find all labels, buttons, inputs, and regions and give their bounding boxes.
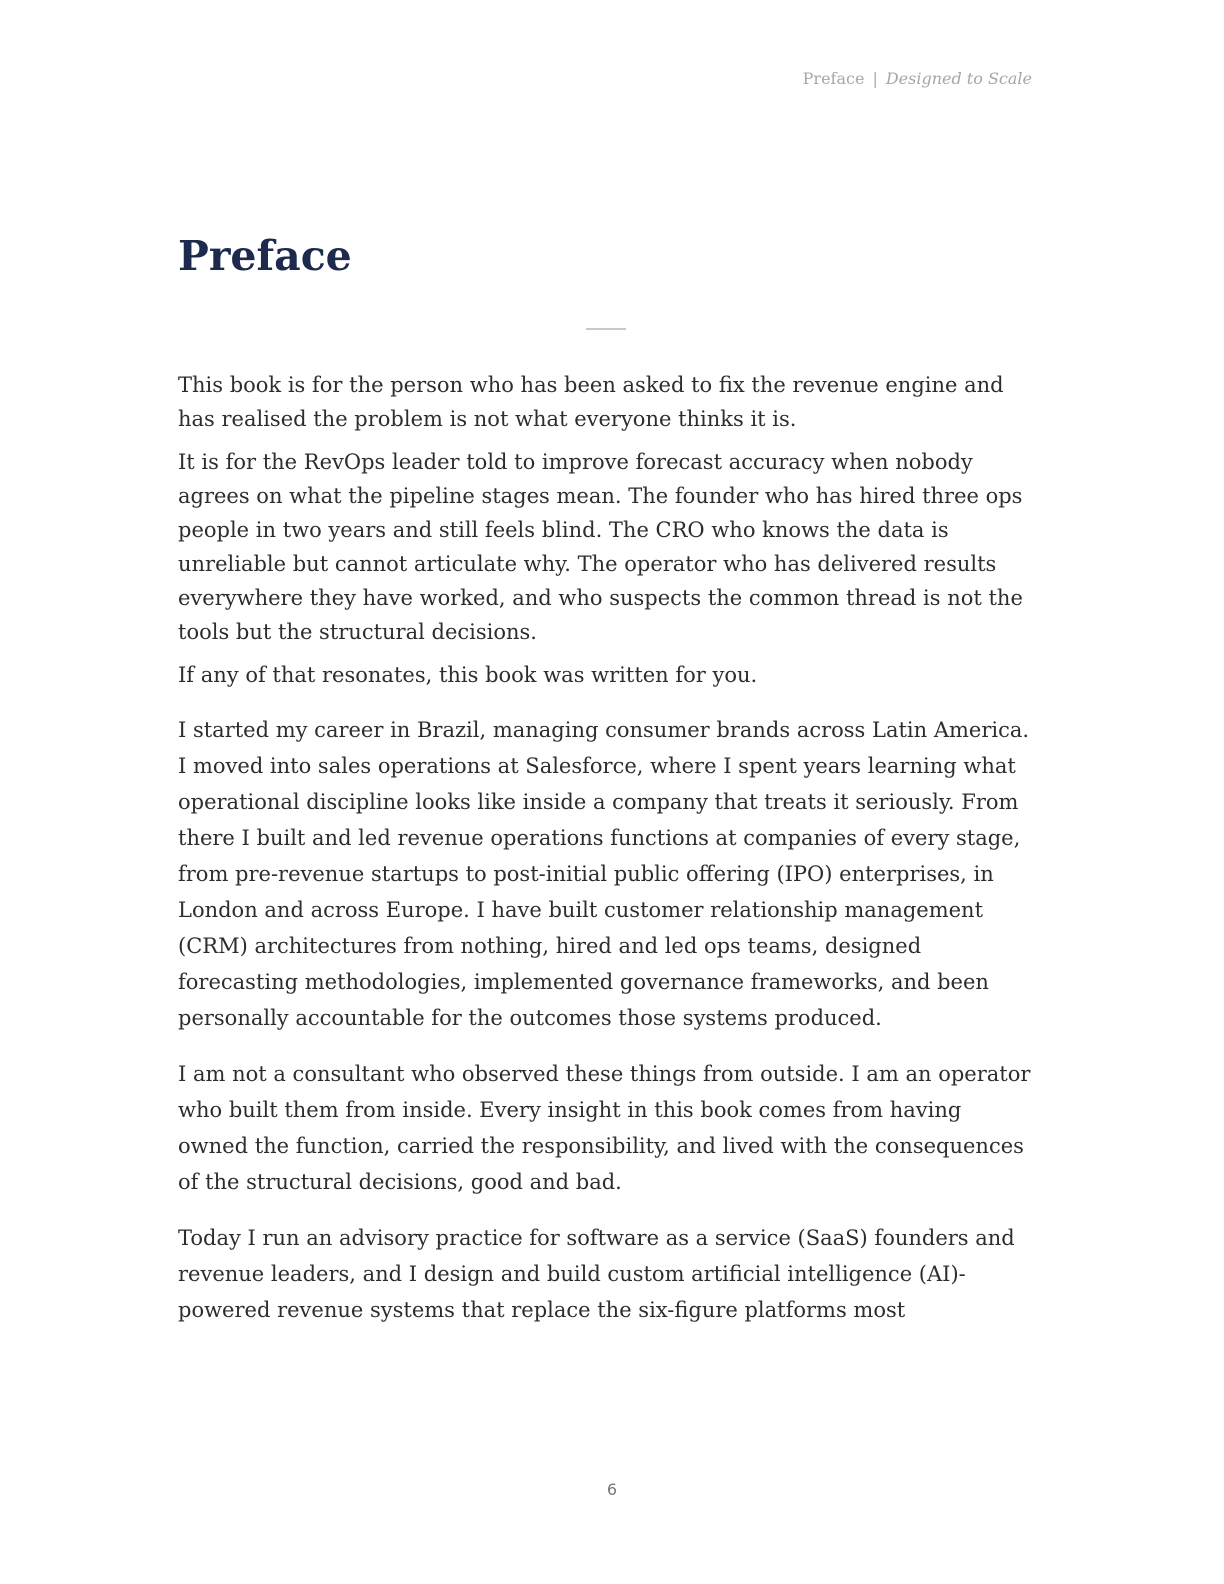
page-number: 6 <box>606 1480 618 1499</box>
running-header <box>803 69 1032 88</box>
title-divider <box>586 328 626 330</box>
running-header-section: Preface <box>802 69 865 88</box>
paragraph-3: If any of that resonates, this book was written for you. <box>178 663 758 687</box>
chapter-title: Preface <box>178 232 352 280</box>
paragraph-1: This book is for the person who has been asked to fix the revenue engine and has realised the problem is not what everyone thinks it is. <box>178 373 1004 431</box>
body-text <box>178 368 1036 1348</box>
paragraph-2: It is for the RevOps leader told to improve forecast accuracy when nobody agrees on what the pipeline stages mean. The founder who has hired three ops people in two years and still feels blind. The CRO who knows the data is unreliable but cannot articulate why. The operator who has delivered results everywhere they have worked, and who suspects the common thread is not the tools but the structural decisions. <box>178 450 1023 644</box>
paragraph-5: I am not a consultant who observed these things from outside. I am an operator who built them from inside. Every insight in this book comes from having owned the function, carried the responsibility, and lived with the consequences of the structural decisions, good and bad. <box>178 1062 1031 1194</box>
running-header-separator: | <box>872 69 878 88</box>
paragraph-6: Today I run an advisory practice for software as a service (SaaS) founders and revenue leaders, and I design and build custom artificial intelligence (AI)-powered revenue systems that replace the six-figure platforms most <box>178 1226 1015 1322</box>
paragraph-4: I started my career in Brazil, managing consumer brands across Latin America. I moved into sales operations at Salesforce, where I spent years learning what operational discipline looks like inside a company that treats it seriously. From there I built and led revenue operations functions at companies of every stage, from pre-revenue startups to post-initial public offering (IPO) enterprises, in London and across Europe. I have built customer relationship management (CRM) architectures from nothing, hired and led ops teams, designed forecasting methodologies, implemented governance frameworks, and been personally accountable for the outcomes those systems produced. <box>178 718 1030 1030</box>
running-header-book-title: Designed to Scale <box>885 69 1032 88</box>
